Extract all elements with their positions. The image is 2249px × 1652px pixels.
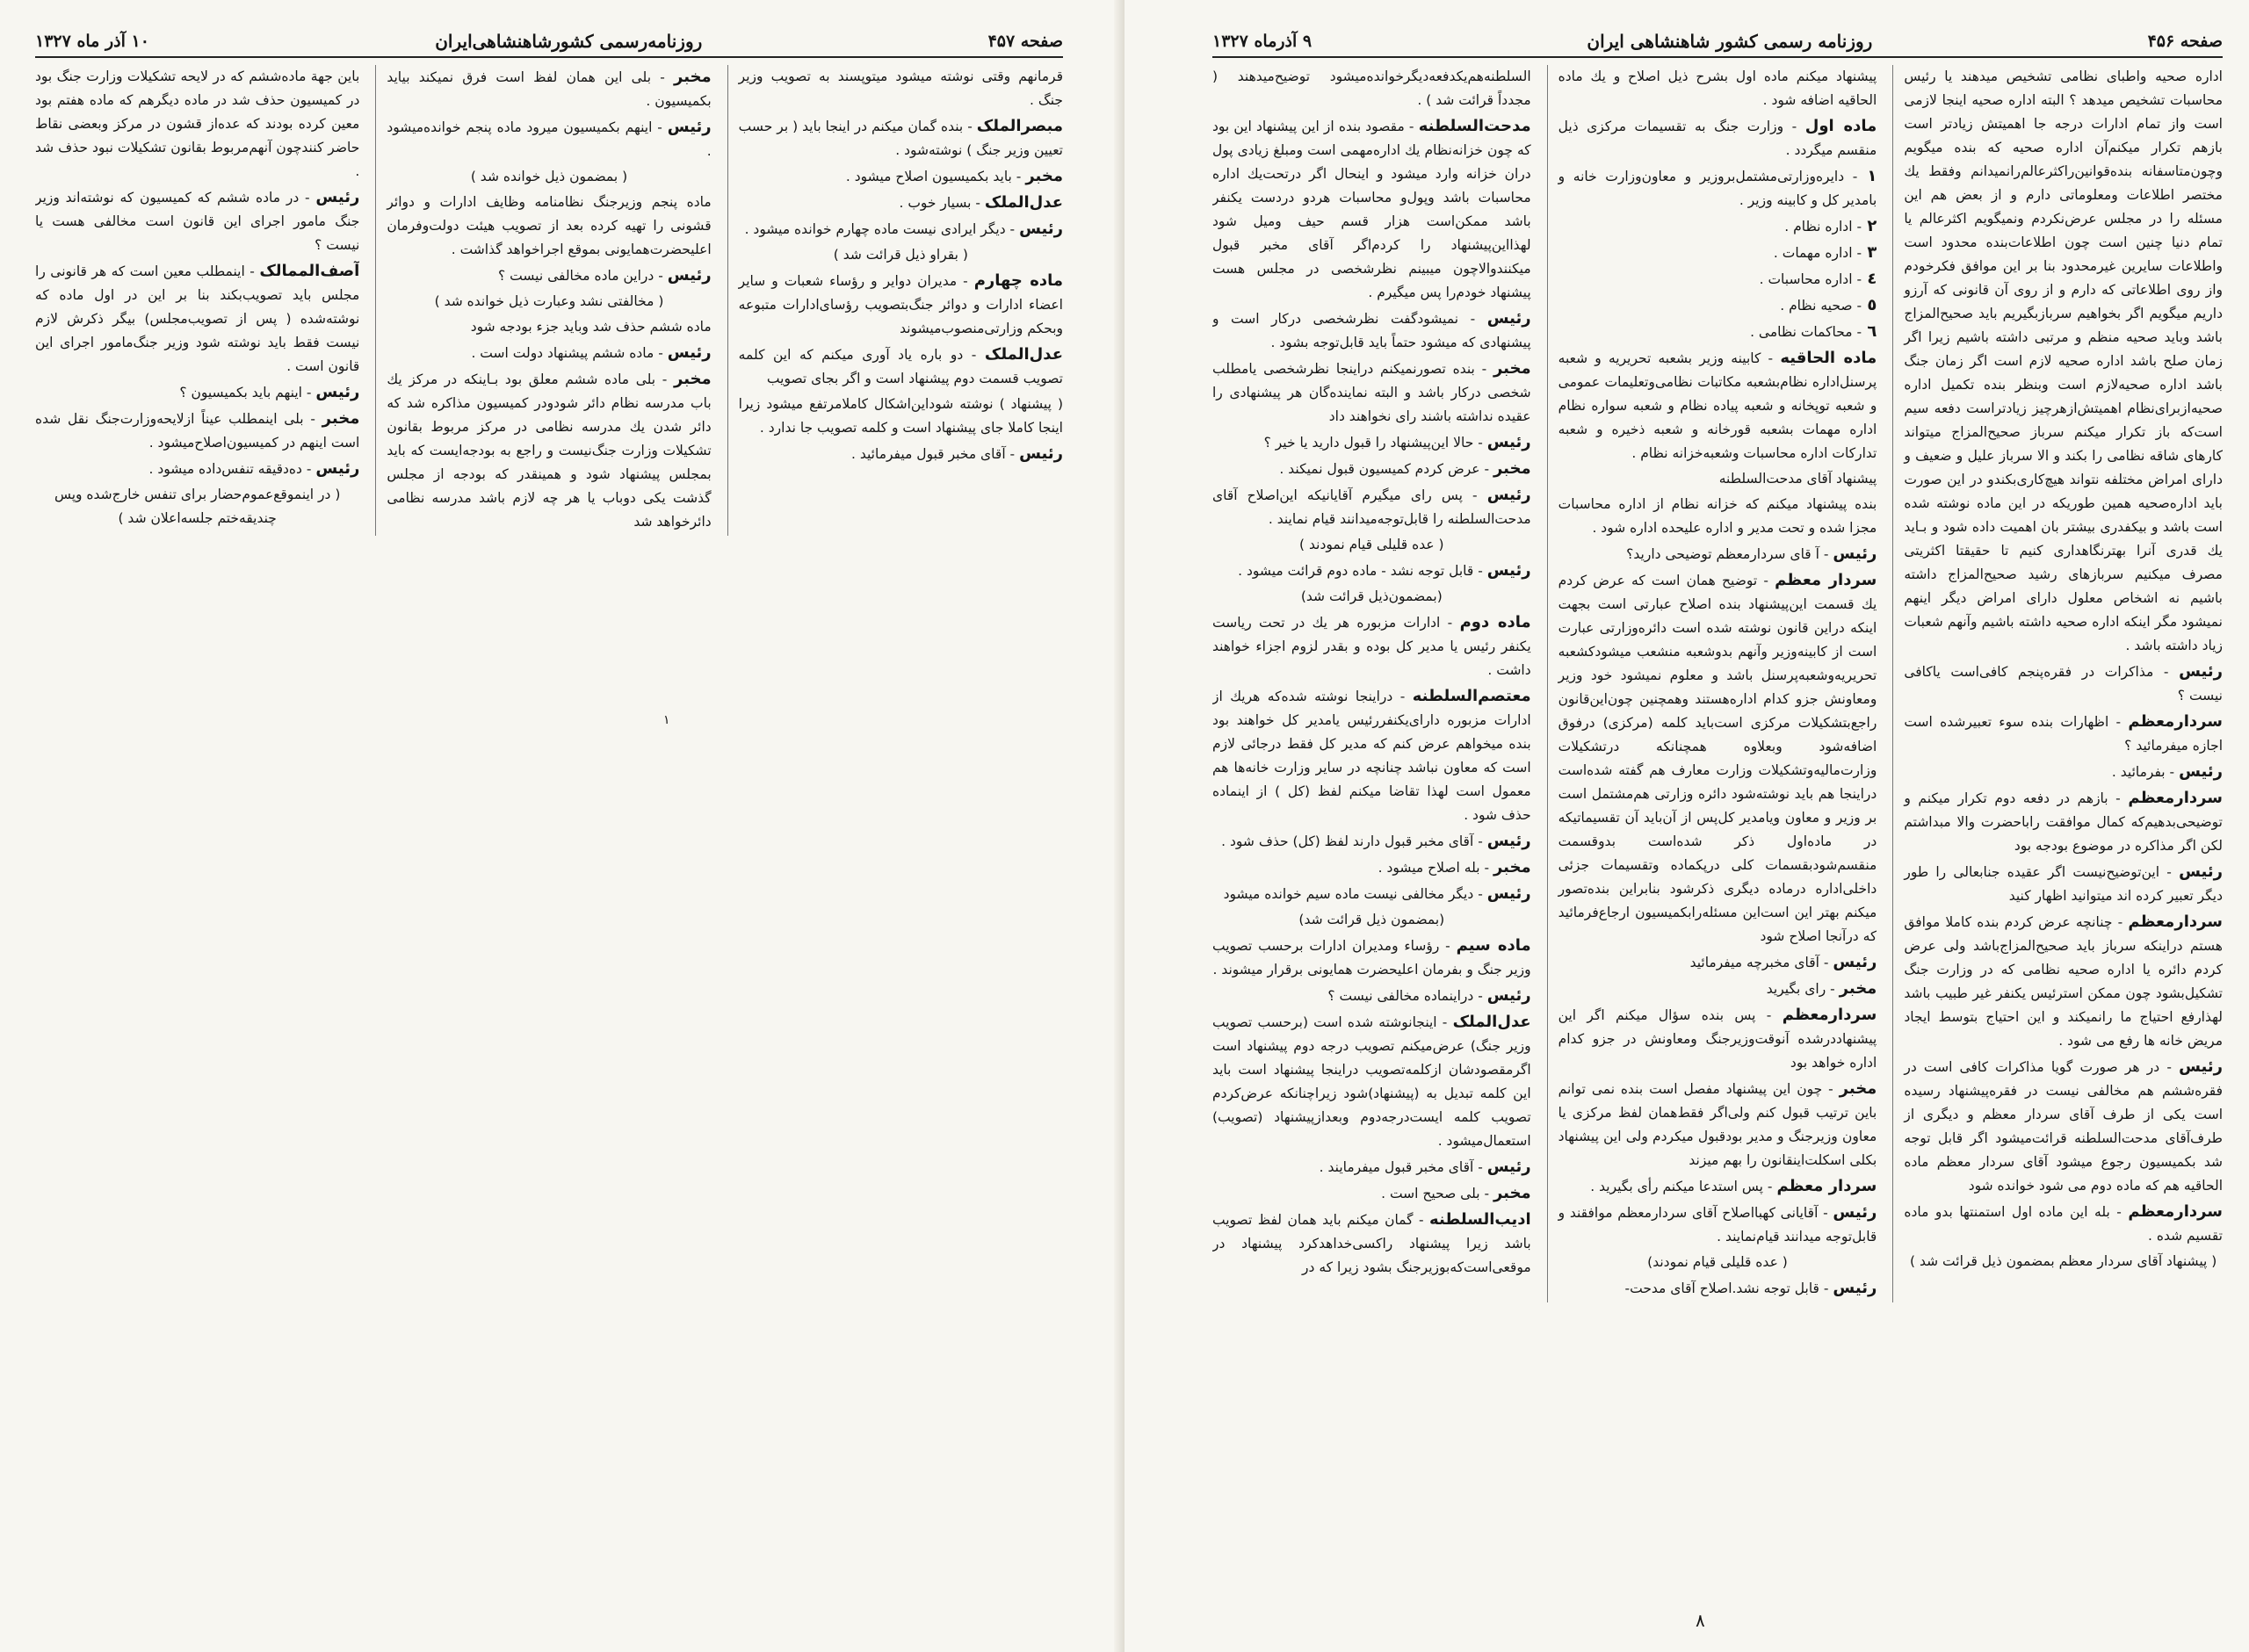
- speaker-name: عدل‌الملک: [984, 345, 1063, 364]
- paragraph: سردار‌معظم - بله این ماده اول استمنتها بدو ماده تقسیم شده .: [1904, 1202, 2223, 1244]
- paragraph: رئیس - دیگر مخالفی نیست ماده سیم خوانده میشود: [1223, 884, 1531, 903]
- speaker-name: مخبر: [1839, 979, 1877, 998]
- paragraph: رئیس - آقای مخبرچه میفرمائید: [1689, 953, 1877, 971]
- paragraph: رئیس - آ قای سردارمعظم توضیحی دارید؟: [1626, 545, 1877, 563]
- speaker-name: رئیس: [2179, 862, 2223, 881]
- paragraph: مخبر - بلی اینمطلب عیناً ازلایحه‌وزارت‌جنگ نقل شده است اینهم در کمیسیون‌اصلاح‌میشود .: [35, 409, 360, 451]
- speaker-name: سردار‌معظم: [2128, 712, 2223, 731]
- paragraph: مخبر - بلی ماده ششم معلق بود بـاینکه در مرکز یك باب مدرسه نظام دائر شودودر کمیسیون مذاکره شد که دائر شدن یك مدرسه نظامی در مرکز مربوط بقانون تشکیلات وزارت جنگ‌نیست و راجع به بودجه‌ایست که باید بمجلس پیشنهاد شود و همینقدر که بودجه از مجلس گذشت یکی دوباب یا هر چه لازم باشد مدرسه نظامی دائرخواهد شد: [387, 370, 712, 530]
- speaker-name: رئیس: [1486, 561, 1531, 580]
- paragraph: ٦ - محاکمات نظامی .: [1750, 322, 1877, 341]
- speaker-name: رئیس: [1833, 1203, 1877, 1222]
- paragraph: رئیس - مذاکرات در فقره‌پنجم کافی‌است یاکافی نیست ؟: [1904, 662, 2223, 703]
- speaker-name: رئیس: [1833, 1279, 1877, 1297]
- speaker-name: ٦: [1862, 322, 1877, 341]
- paragraph: السلطنه‌هم‌یکدفعه‌دیگر‌خوانده‌میشود‌ توضیح‌میدهند ( مجدداً قرائت شد ) .: [1211, 69, 1531, 108]
- paragraph: ( پیشنهاد آقای سردار معظم بمضمون ذیل قرائت شد ): [1910, 1253, 2217, 1269]
- speaker-name: ماده اول: [1804, 117, 1877, 135]
- paragraph: سردار معظم - پس استدعا میکنم رأی بگیرید .: [1590, 1177, 1877, 1195]
- speaker-name: رئیس: [1486, 1158, 1531, 1176]
- speaker-name: رئیس: [1486, 433, 1531, 451]
- paragraph: باین جهة ماده‌ششم که در لایحه تشکیلات وزارت جنگ بود در کمیسیون حذف شد در ماده دیگرهم که ماده هفتم بود معین کرده بودند که عده‌از قشون در مرکز وبعضی نقاط حاضر کنندچون آنهم‌مربوط بقانون تشکیلات نبود حذف شد .: [35, 69, 360, 179]
- left-columns: [35, 65, 1063, 536]
- paragraph: بنده پیشنهاد میکنم که خزانه نظام از اداره محاسبات مجزا شده و تحت مدیر و اداره علیحده اداره شود .: [1558, 496, 1877, 536]
- paragraph: معتصم‌السلطنه - دراینجا نوشته شده‌که هریك از ادارات مزبوره دارای‌یکنفر‌رئیس یامدیر کل خواهند بود بنده میخواهم عرض کنم که مدیر کل فقط درجائی لازم است که معاون نباشد چنانچه در سایر وزارت خانه‌ها هم معمول است لهذا تقاضا میکنم لفظ (کل ) از اینماده حذف شود .: [1211, 687, 1531, 823]
- speaker-name: رئیس: [1486, 832, 1531, 850]
- speaker-name: رئیس: [315, 459, 360, 478]
- speaker-name: ماده الحاقیه: [1780, 349, 1877, 367]
- right-column-1: [1892, 65, 2223, 1302]
- paragraph: مخبر - بلی صحیح است .: [1381, 1184, 1531, 1202]
- paragraph: رئیس - بفرمائید .: [2111, 762, 2223, 781]
- speaker-name: مبصرالملک: [976, 117, 1063, 135]
- right-page-number: صفحه ۴۵۶: [2147, 32, 2223, 51]
- right-page-header: [1212, 26, 2223, 58]
- paragraph: ماده ششم حذف شد وباید جزء بودجه شود: [470, 319, 712, 335]
- speaker-name: رئیس: [1486, 486, 1531, 504]
- paragraph: ماده الحاقیه - کابینه وزیر بشعبه تحریریه و شعبه پرسنل‌اداره نظام‌بشعبه مکاتبات نظامی‌وتعلیمات عمومی و شعبه توپخانه و شعبه پیاده نظام و شعبه سواره نظام اداره مهمات بشعبه قورخانه و شعبه ذخیره و شعبه تدارکات اداره محاسبات وشعبه‌خزانه نظام .: [1558, 349, 1877, 461]
- left-column-1: [727, 65, 1063, 536]
- paragraph: (بمضمون ذیل قرائت شد): [1298, 912, 1445, 927]
- speaker-name: سردار معظم: [1776, 1177, 1877, 1195]
- right-newspaper-title: روزنامه رسمی کشور شاهنشاهی ایران: [1587, 31, 1873, 52]
- paragraph: مخبر - عرض کردم کمیسیون قبول نمیکند .: [1279, 459, 1531, 478]
- paragraph: رئیس - آقای مخبر قبول میفرمائید .: [851, 444, 1063, 463]
- speaker-name: رئیس: [1486, 884, 1531, 903]
- paragraph: مخبر - باید بکمیسیون اصلاح میشود .: [845, 167, 1063, 185]
- speaker-name: ماده دوم: [1459, 613, 1531, 631]
- paragraph: ماده پنجم وزیر‌جنگ نظامنامه وظایف ادارات و دوائر قشونی را تهیه کرده بعد از تصویب هیئت دولت‌وفرمان اعلیحضرت‌همایونی بموقع اجراخواهد گذاشت .: [387, 194, 712, 257]
- speaker-name: ٤: [1862, 270, 1877, 288]
- paragraph: عدل‌الملک - بسیار خوب .: [899, 193, 1063, 212]
- right-page-date: ۹ آذرماه ۱۳۲۷: [1212, 32, 1313, 51]
- paragraph: ماده دوم - ادارات مزبوره هر یك در تحت ریاست یکنفر رئیس یا مدیر کل بوده و بقدر لزوم اجزاء خواهند داشت .: [1211, 613, 1531, 678]
- paragraph: رئیس - نمیشودگفت نظرشخصی درکار است و پیشنهادی که میشود حتماً باید قابل‌توجه بشود .: [1211, 309, 1531, 350]
- speaker-name: مخبر: [674, 370, 712, 388]
- paragraph: ماده چهارم - مدیران دوایر و رؤساء شعبات و سایر اعضاء ادارات و دوائر جنگ‌بتصویب رؤسای‌ادارات متبوعه وبحکم وزارتی‌منصوب‌میشوند: [738, 271, 1063, 336]
- paragraph: سردار‌معظم - چنانچه عرض کردم بنده کاملا موافق هستم دراینکه سرباز باید صحیح‌المزاج‌باشد ولی عرض کردم دائره یا اداره صحیه نظامی که در وزارت جنگ تشکیل‌بشود چون ممکن استرئیس یکنفر غیر طبیب باشد لهذارفع احتیاج ما رانمیکند و این احتیاج بتوسط ایجاد مریض خانه ها رفع می شود .: [1904, 913, 2223, 1049]
- left-page: [0, 0, 1124, 1652]
- paragraph: رئیس - آقای مخبر قبول دارند لفظ (کل) حذف شود .: [1221, 832, 1531, 850]
- speaker-name: ٥: [1862, 296, 1877, 314]
- paragraph: ( بقراو ذیل قرائت شد ): [833, 247, 968, 263]
- speaker-name: رئیس: [1486, 986, 1531, 1005]
- right-column-3: [1212, 65, 1531, 1302]
- paragraph: مدحت‌السلطنه - مقصود بنده از این پیشنهاد این بود که چون خزانه‌نظام یك ادارەمهمی است ومبلغ زیادی پول دران خزانه وارد میشود و اینحال اگر درتحت‌یك اداره محاسبات باشد وپول‌و محاسبات هردو دردست یکنفر باشد ممکن‌است هزار قسم حیف ومیل شود لهذا‌این‌پیشنهاد را کردم‌اگر آقای مخبر قبول میکنند‌والاچون‌ میبینم نظرشخصی در مجلس هست پیشنهاد خودم‌را پس میگیرم .: [1211, 117, 1531, 300]
- paragraph: سردار‌معظم - پس بنده سؤال میکنم اگر این پیشنهاد‌درشده آنوقت‌وزیرجنگ ومعاونش در جزو کدام اداره خواهد بود: [1558, 1006, 1877, 1071]
- paragraph: رئیس - قابل توجه نشد.اصلاح آقای مدحت-: [1624, 1279, 1877, 1297]
- paragraph: ( عده قلیلی قیام نمودند ): [1299, 537, 1444, 552]
- paragraph: سردار معظم - توضیح همان است که عرض کردم یك قسمت این‌پیشنهاد بنده اصلاح عبارتی است بجهت اینکه دراین قانون نوشته شده است دائره‌وزارتی عبارت است از کابینه‌وزیر وآنهم بدوشعبه منشعب میشود‌کشعبه تحریریه‌وشعبه‌پرسنل باشد و معلوم نمیشود خود وزیر ومعاونش جزو کدام اداره‌هستند وهمچنین چون‌این‌قانون راجع‌بتشکیلات مرکزی است‌باید کلمه (مرکزی) درفوق اضافه‌شود وبعلاوه همچنانکه در‌تشکیلات وزارت‌مالیه‌وتشکیلات وزارت معارف هم گفته شده‌است دراینجا هم‌ باید نوشته‌شود دائره وزارتی هم‌مشتمل است بر وزیر و معاون ویامدیر کل‌پس از آن‌باید آن تقسیماتیکه در ماده‌اول ذکر شده‌است بدوقسمت منقسم‌شودبقسمات کلی درپکماده وتقسیمات جزئی داخلی‌اداره درماده دیگری ذکرشود بنابراین بنده‌تصور میکنم بهتر این است‌این مسئله‌رابکمیسیون ارجاع‌فرمائید که درآنجا اصلاح شود: [1558, 571, 1877, 944]
- paragraph: پیشنهاد میکنم ماده اول بشرح ذیل اصلاح و یك ماده الحاقیه اضافه شود .: [1558, 69, 1877, 108]
- speaker-name: عدل‌الملک: [984, 193, 1063, 212]
- paragraph: مخبر - چون این پیشنهاد مفصل است بنده نمی توانم باین ترتیب قبول کنم ولی‌اگر فقط‌همان لفظ مرکزی یا معاون وزیرجنگ و مدیر بودقبول میکردم ولی این پیشنهاد بکلی اسکلت‌اینقانون را بهم میزند: [1558, 1079, 1877, 1168]
- paragraph: ۳ - اداره مهمات .: [1773, 243, 1877, 262]
- paragraph: سردار‌معظم - بازهم در دفعه دوم تکرار میکنم و توضیحی‌بدهیم‌که کمال موافقت‌ رابا‌حضرت والا مبداشتم لکن اگر مذاکره در موضوع بودجه بود: [1904, 789, 2223, 854]
- speaker-name: سردار‌معظم: [1782, 1006, 1877, 1024]
- paragraph: ٤ - اداره محاسبات .: [1759, 270, 1877, 288]
- paragraph: (بمضمون‌ذیل قرائت شد): [1300, 588, 1443, 604]
- speaker-name: رئیس: [1019, 444, 1063, 463]
- paragraph: رئیس - دیگر ایرادی نیست ماده چهارم خوانده میشود .: [744, 220, 1063, 238]
- speaker-name: سردار معظم: [1775, 571, 1877, 589]
- speaker-name: مخبر: [1493, 858, 1531, 876]
- left-column-3: [35, 65, 359, 536]
- paragraph: ماده اول - وزارت جنگ به تقسیمات مرکزی ذیل منقسم میگردد .: [1558, 117, 1877, 158]
- paragraph: عدل‌الملک - اینجانوشته شده است (برحسب تصویب وزیر جنگ) عرض‌میکنم تصویب درجه دوم پیشنهاد است اگرمقصودشان ازکلمه‌تصویب دراینجا پیشنهاد است باید این کلمه تبدیل به (پیشنهاد)شود زیراچنانکه عرض‌کردم تصویب کلمه ایست‌درجه‌دوم وبعدازپیشنهاد (تصویب) استعمال‌میشود .: [1211, 1013, 1531, 1149]
- paragraph: مخبر - بله اصلاح میشود .: [1378, 858, 1531, 876]
- speaker-name: رئیس: [315, 188, 360, 206]
- speaker-name: ادیب‌السلطنه: [1429, 1210, 1531, 1229]
- paragraph: رئیس - قابل توجه نشد - ماده دوم قرائت میشود .: [1238, 561, 1531, 580]
- speaker-name: ماده سیم: [1456, 936, 1531, 955]
- paragraph: ( عده قلیلی قیام نمودند): [1647, 1254, 1788, 1270]
- paragraph: پیشنهاد آقای مدحت‌السلطنه: [1718, 471, 1877, 487]
- paragraph: ۱ - دایره‌وزارتی‌مشتمل‌بروزیر و معاون‌وزارت خانه و بامدیر کل و کابینه وزیر .: [1558, 167, 1877, 208]
- paragraph: مخبر - بنده تصورنمیکنم دراینجا نظرشخصی یامطلب شخصی درکار باشد و البته نماینده‌گان هر پیشنهادی را عقیده‌ نداشته باشند رای نخواهند داد: [1211, 359, 1531, 424]
- speaker-name: مخبر: [1025, 167, 1063, 185]
- right-columns: [1212, 65, 2223, 1302]
- paragraph: رئیس - دراینماده مخالفی نیست ؟: [1327, 986, 1531, 1005]
- paragraph: ادیب‌السلطنه - گمان میکنم باید همان لفظ تصویب باشد زیرا پیشنهاد راکسی‌خداهدکرد پیشنهاد در موقعی‌است‌کەبوزیرجنگ بشود زیرا که در: [1211, 1210, 1531, 1275]
- speaker-name: رئیس: [2179, 662, 2223, 681]
- left-page-header: [35, 26, 1063, 58]
- right-column-2: [1547, 65, 1877, 1302]
- paragraph: مخبر - بلی این همان لفظ است فرق نمیکند بیاید بکمیسیون .: [387, 68, 712, 109]
- left-page-number: صفحه ۴۵۷: [987, 32, 1063, 51]
- paragraph: ۲ - اداره نظام .: [1784, 217, 1877, 235]
- speaker-name: سردار‌معظم: [2128, 913, 2223, 931]
- speaker-name: مخبر: [674, 68, 712, 86]
- paragraph: ( بمضمون ذیل خوانده شد ): [470, 169, 628, 184]
- paragraph: رئیس - پس رای میگیرم آقایانیکه این‌اصلاح آقای مدحت‌السلطنه را قابل‌توجه‌میدانند قیام نمایند .: [1211, 486, 1531, 527]
- speaker-name: مخبر: [1493, 1184, 1531, 1202]
- paragraph: رئیس - دراین ماده مخالفی نیست ؟: [497, 266, 712, 285]
- paragraph: عدل‌الملک - دو باره یاد آوری میکنم که این کلمه تصویب قسمت دوم پیشنهاد است و اگر بجای تصویب: [738, 345, 1063, 386]
- speaker-name: رئیس: [2179, 762, 2223, 781]
- speaker-name: آصف‌الممالک: [259, 262, 360, 280]
- paragraph: ( پیشنهاد ) نوشته شوداین‌اشکال کاملامرتفع میشود زیرا اینجا کاملا جای پیشنهاد است و کلمه تصویب جا ندارد .: [738, 396, 1063, 436]
- paragraph: قرمانهم وقتی نوشته میشود میتوپسند به تصویب وزیر جنگ .: [738, 69, 1063, 108]
- paragraph: مبصرالملک - بنده گمان میکنم در اینجا باید ( بر حسب تعیین وزیر جنگ ) نوشته‌شود .: [738, 117, 1063, 158]
- speaker-name: سردار‌معظم: [2128, 1202, 2223, 1221]
- left-page-footer-mark: ۱: [663, 713, 670, 727]
- paragraph: رئیس - اینهم بکمیسیون میرود ماده پنجم خوانده‌میشود .: [387, 118, 712, 159]
- paragraph: مخبر - رای بگیرید: [1766, 979, 1877, 998]
- speaker-name: رئیس: [667, 343, 712, 362]
- paragraph: ( مخالفتی نشد وعبارت ذیل خوانده شد ): [434, 293, 664, 309]
- paragraph: ( در اینموقع‌عموم‌حضار برای تنفس خارج‌شده وپس چندیقه‌ختم جلسه‌اعلان شد ): [54, 487, 341, 526]
- speaker-name: ۱: [1857, 167, 1877, 185]
- paragraph: رئیس - ماده ششم پیشنهاد دولت است .: [471, 343, 712, 362]
- speaker-name: رئیس: [2179, 1057, 2223, 1076]
- speaker-name: مخبر: [1493, 459, 1531, 478]
- paragraph: اداره صحیه واطبای نظامی تشخیص میدهند یا رئیس محاسبات تشخیص میدهد ؟ البته اداره صحیه اینجا لازمی است واز تمام ادارات درجه‌ جا اهمیتش زیادتر است بازهم تکرار میکنم‌آن اداره صحیه که بنده میگویم وچون‌متاسفانه بنده‌قوانین‌را‌کثرعالم‌را‌نمیدانم وفقط یك مختصر اطلاعات ومعلوماتی دارم و از بعض هم این مسئله را در مجلس عرض‌نکردم ونمیگویم اکثرعالم یا تمام دنیا چنین است چون اطلاعات‌بنده محدود است واطلاعات سایرین غیرمحدود بنا بر این موافق فکرخودم واز روی اطلاعاتی که دارم و از روی آن قانونی که آرزو داریم میگویم اگر بخواهیم سربازبگیریم باید صحیح‌المزاج باشد وباید صحیه منظم و مرتبی داشته باشیم زیرا اگر زمان صلح باشد اداره صحیه لازم است اگر زمان جنگ باشد اداره صحیه‌لازم است وبنظر بنده تکمیل اداره صحیه‌ازبرای‌نظام اهمیتش‌ازهرچیز زیادتراست دفعه سیم است‌که باز تکرار میکنم سرباز صحیح‌المزاج میتواند کارهای شاقه نظامی را بکند و الا سرباز علیل و ضعیف و دارای امراض مختلفه نتواند هیچ‌کاری‌بکندو در این صورت باید اداره‌صحیه همین طوریکه در این ماده نوشته شده است باشد و بیکفدری بیشتر بان اهمیت داده شود و بـاید یك قدری آنرا بهتر‌نگاهداری کنیم تا حقیقتا اکثریتی مصرف میکنیم سربازهای رشید صحیح‌المزاج داشته باشیم نه اشخاص معلول دارای امراض دیگر اینهم نمیشود مگر اینکه اداره صحیه داشته باشیم وآنهم شعبات زیاد داشته باشد .: [1904, 69, 2223, 653]
- speaker-name: ۲: [1862, 217, 1877, 235]
- speaker-name: رئیس: [1486, 309, 1531, 328]
- speaker-name: مخبر: [1493, 359, 1531, 378]
- speaker-name: مخبر: [1839, 1079, 1877, 1098]
- left-newspaper-title: روزنامه‌رسمی کشورشاهنشاهی‌ایران: [435, 31, 703, 52]
- paragraph: آصف‌الممالک - اینمطلب معین است که هر قانونی را مجلس باید تصویب‌بکند بنا بر این در اول ماده که نوشته‌شده ( پس از تصویب‌مجلس) بیگر ذکرش لازم نیست فقط باید نوشته شود وزیر جنگ‌مامور اجرای این قانون است .: [35, 262, 360, 374]
- paragraph: ٥ - صحیه نظام .: [1780, 296, 1877, 314]
- speaker-name: مدحت‌السلطنه: [1418, 117, 1531, 135]
- paragraph: رئیس - در ماده ششم که کمیسیون که نوشته‌اند وزیر جنگ مامور اجرای این قانون است مخالفی هست یا نیست ؟: [35, 188, 360, 253]
- paragraph: رئیس - این‌توضیح‌نیست اگر عقیده جنابعالی را طور دیگر تعبیر کرده اند میتوانید اظهار کنید: [1904, 862, 2223, 904]
- speaker-name: ۳: [1862, 243, 1877, 262]
- speaker-name: رئیس: [667, 118, 712, 136]
- speaker-name: رئیس: [667, 266, 712, 285]
- speaker-name: معتصم‌السلطنه: [1412, 687, 1531, 705]
- speaker-name: رئیس: [1833, 545, 1877, 563]
- speaker-name: عدل‌الملک: [1452, 1013, 1531, 1031]
- left-column-2: [375, 65, 711, 536]
- paragraph: رئیس - دەدقیقه تنفس‌داده میشود .: [148, 459, 360, 478]
- paragraph: رئیس - آقایانی کهبااصلاح آقای سردارمعظم موافقند و قابل‌توجه میدانند قیام‌نمایند .: [1558, 1203, 1877, 1244]
- speaker-name: رئیس: [315, 383, 360, 401]
- right-page: [1124, 0, 2249, 1652]
- speaker-name: مخبر: [322, 409, 360, 428]
- paragraph: سردار‌معظم - اظهارات بنده سوء تعبیرشده است اجازه میفرمائید ؟: [1904, 712, 2223, 754]
- speaker-name: ماده چهارم: [973, 271, 1063, 290]
- paragraph: ماده سیم - رؤساء ومدیران ادارات برحسب تصویب وزیر جنگ و بفرمان اعلیحضرت همایونی برقرار میشوند .: [1211, 936, 1531, 977]
- left-page-date: ۱۰ آذر ماه ۱۳۲۷: [35, 32, 149, 51]
- paragraph: رئیس - حالا این‌پیشنهاد را قبول دارید یا خیر ؟: [1263, 433, 1531, 451]
- speaker-name: رئیس: [1019, 220, 1063, 238]
- right-page-number-footer: ۸: [1696, 1610, 1705, 1631]
- paragraph: رئیس - آقای مخبر قبول میفرمایند .: [1319, 1158, 1531, 1176]
- speaker-name: رئیس: [1833, 953, 1877, 971]
- paragraph: رئیس - اینهم باید بکمیسیون ؟: [179, 383, 360, 401]
- speaker-name: سردار‌معظم: [2128, 789, 2223, 807]
- paragraph: رئیس - در هر صورت گویا مذاکرات کافی است در فقره‌ششم هم مخالفی نیست در فقره‌پیشنهاد رسیده است یکی از طرف آقای سردار معظم و دیگری از طرف‌آقای مدحت‌السلطنه قرائت‌میشود اگر قابل توجه شد بکمیسیون رجوع میشود آقای سردار معظم ماده الحاقیه هم که ماده دوم می شود خوانده شود: [1904, 1057, 2223, 1194]
